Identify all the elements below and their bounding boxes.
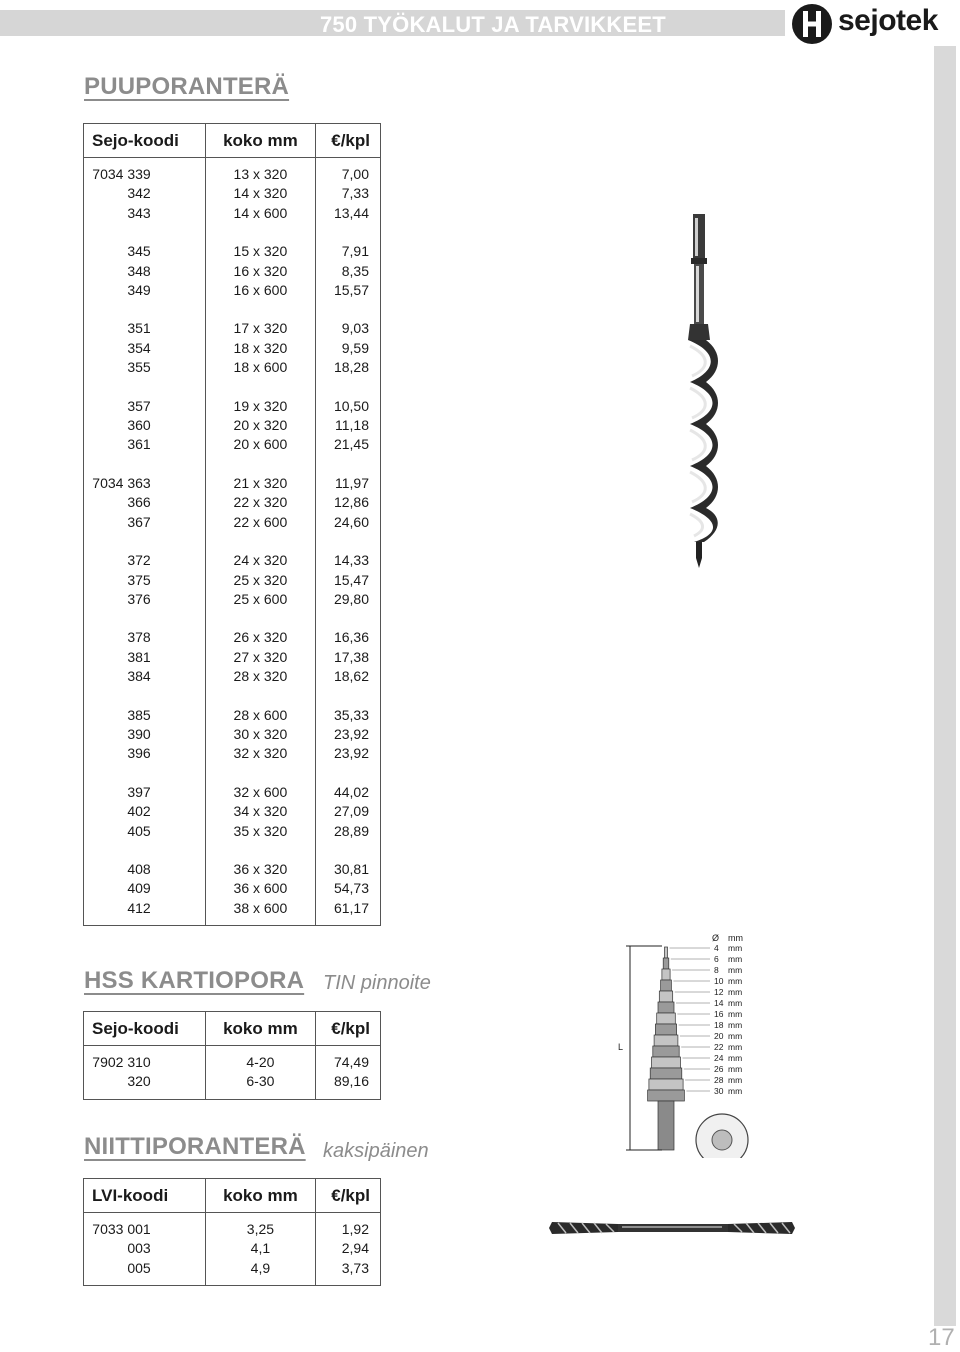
table-row xyxy=(84,571,381,590)
cell-code: 7033 001 xyxy=(84,1220,206,1239)
cell-code: 375 xyxy=(84,571,206,590)
cell-price: 13,44 xyxy=(316,204,381,223)
table-row xyxy=(84,184,381,203)
logo-mark-icon xyxy=(790,2,834,46)
cell-code: 402 xyxy=(84,802,206,821)
step-size-unit: mm xyxy=(728,1009,743,1019)
table-row xyxy=(84,416,381,435)
cell-size: 28 x 320 xyxy=(205,667,315,686)
cell-size: 18 x 600 xyxy=(205,358,315,377)
cell-size: 32 x 320 xyxy=(205,744,315,763)
cell-price: 9,03 xyxy=(316,319,381,338)
table-row xyxy=(84,513,381,532)
step-size-label: 12 xyxy=(714,987,724,997)
figure-diameter-header: Ø xyxy=(712,933,720,943)
section-title-hss: HSS KARTIOPORA xyxy=(84,967,305,994)
step-size-unit: mm xyxy=(728,1042,743,1052)
step-drill-figure xyxy=(600,930,770,1158)
table-row xyxy=(84,725,381,744)
page-header-title: 750 TYÖKALUT JA TARVIKKEET xyxy=(320,12,666,37)
cell-price: 11,97 xyxy=(316,474,381,493)
cell-price: 16,36 xyxy=(316,628,381,647)
cell-price: 15,47 xyxy=(316,571,381,590)
cell-size: 14 x 320 xyxy=(205,184,315,203)
cell-code: 405 xyxy=(84,822,206,841)
table-row xyxy=(84,590,381,609)
table-row xyxy=(84,860,381,879)
drill-step xyxy=(665,947,668,958)
cell-code: 7034 363 xyxy=(84,474,206,493)
cell-price: 30,81 xyxy=(316,860,381,879)
cell-code: 412 xyxy=(84,899,206,918)
figure-unit-header: mm xyxy=(728,933,743,943)
step-size-label: 14 xyxy=(714,998,724,1008)
step-size-unit: mm xyxy=(728,1064,743,1074)
cell-price: 14,33 xyxy=(316,551,381,570)
column-header-price: €/kpl xyxy=(316,1179,381,1213)
cell-code: 408 xyxy=(84,860,206,879)
cell-code: 7902 310 xyxy=(84,1053,206,1072)
logo-wordmark: sejotek xyxy=(838,4,938,37)
cell-size: 18 x 320 xyxy=(205,339,315,358)
drill-step xyxy=(658,1002,674,1013)
cell-code: 003 xyxy=(84,1239,206,1258)
table-row xyxy=(84,879,381,898)
cell-code: 357 xyxy=(84,397,206,416)
table-row xyxy=(84,1220,381,1239)
drill-step xyxy=(662,969,670,980)
column-header-code: Sejo-koodi xyxy=(84,1012,206,1046)
table-row xyxy=(84,551,381,570)
table-row xyxy=(84,262,381,281)
cell-code: 396 xyxy=(84,744,206,763)
table-row xyxy=(84,706,381,725)
cell-price: 54,73 xyxy=(316,879,381,898)
cell-size: 38 x 600 xyxy=(205,899,315,918)
column-header-code: LVI-koodi xyxy=(84,1179,206,1213)
table-row xyxy=(84,397,381,416)
price-table-niitti xyxy=(83,1178,381,1286)
table-row xyxy=(84,899,381,918)
table-row xyxy=(84,1053,381,1072)
cell-price: 7,33 xyxy=(316,184,381,203)
drill-step xyxy=(652,1057,681,1068)
cell-code: 376 xyxy=(84,590,206,609)
cell-price: 12,86 xyxy=(316,493,381,512)
cell-price: 23,92 xyxy=(316,725,381,744)
cell-size: 3,25 xyxy=(205,1220,315,1239)
step-size-label: 10 xyxy=(714,976,724,986)
section-subtitle-niitti: kaksipäinen xyxy=(323,1140,429,1162)
table-row xyxy=(84,802,381,821)
table-row xyxy=(84,744,381,763)
drill-step xyxy=(654,1035,678,1046)
cell-price: 17,38 xyxy=(316,648,381,667)
cell-size: 16 x 320 xyxy=(205,262,315,281)
step-size-label: 20 xyxy=(714,1031,724,1041)
cell-price: 11,18 xyxy=(316,416,381,435)
drill-step xyxy=(661,980,672,991)
table-row xyxy=(84,783,381,802)
drill-step xyxy=(648,1090,685,1101)
step-size-labels xyxy=(714,943,742,1096)
cell-code: 348 xyxy=(84,262,206,281)
drill-step xyxy=(657,1013,676,1024)
cell-size: 25 x 320 xyxy=(205,571,315,590)
column-header-size: koko mm xyxy=(205,1179,315,1213)
cell-price: 35,33 xyxy=(316,706,381,725)
cell-price: 15,57 xyxy=(316,281,381,300)
table-row xyxy=(84,339,381,358)
table-row xyxy=(84,667,381,686)
step-size-label: 22 xyxy=(714,1042,724,1052)
cell-size: 32 x 600 xyxy=(205,783,315,802)
cell-code: 366 xyxy=(84,493,206,512)
cell-size: 26 x 320 xyxy=(205,628,315,647)
cell-code: 351 xyxy=(84,319,206,338)
cell-size: 20 x 320 xyxy=(205,416,315,435)
cell-size: 15 x 320 xyxy=(205,242,315,261)
cell-code: 384 xyxy=(84,667,206,686)
figure-length-label: L xyxy=(618,1042,624,1052)
cell-size: 22 x 320 xyxy=(205,493,315,512)
table-row xyxy=(84,204,381,223)
table-row xyxy=(84,165,381,184)
cell-size: 14 x 600 xyxy=(205,204,315,223)
sejotek-logo xyxy=(790,2,960,46)
cell-price: 28,89 xyxy=(316,822,381,841)
drill-step xyxy=(663,958,669,969)
cell-code: 367 xyxy=(84,513,206,532)
table-row xyxy=(84,628,381,647)
cell-code: 354 xyxy=(84,339,206,358)
cell-price: 24,60 xyxy=(316,513,381,532)
price-table-hss xyxy=(83,1011,381,1100)
table-row xyxy=(84,474,381,493)
drill-step xyxy=(655,1024,676,1035)
step-size-unit: mm xyxy=(728,1086,743,1096)
drill-step xyxy=(659,991,672,1002)
cell-price: 2,94 xyxy=(316,1239,381,1258)
cell-size: 25 x 600 xyxy=(205,590,315,609)
step-size-unit: mm xyxy=(728,943,743,953)
page-number: 17 xyxy=(928,1324,955,1351)
step-size-unit: mm xyxy=(728,954,743,964)
cell-size: 24 x 320 xyxy=(205,551,315,570)
section-title-puupora: PUUPORANTERÄ xyxy=(84,73,290,100)
cell-size: 19 x 320 xyxy=(205,397,315,416)
cell-size: 4-20 xyxy=(205,1053,315,1072)
table-row xyxy=(84,1072,381,1091)
cell-size: 22 x 600 xyxy=(205,513,315,532)
table-row xyxy=(84,358,381,377)
cell-code: 381 xyxy=(84,648,206,667)
page-edge-stripe xyxy=(934,46,956,1326)
step-size-unit: mm xyxy=(728,976,743,986)
step-size-unit: mm xyxy=(728,965,743,975)
cell-code: 345 xyxy=(84,242,206,261)
cell-price: 27,09 xyxy=(316,802,381,821)
cell-size: 17 x 320 xyxy=(205,319,315,338)
cell-code: 7034 339 xyxy=(84,165,206,184)
section-subtitle-hss: TIN pinnoite xyxy=(323,972,431,994)
auger-drill-bit-image xyxy=(660,212,740,572)
step-size-unit: mm xyxy=(728,1020,743,1030)
step-size-label: 16 xyxy=(714,1009,724,1019)
cell-code: 390 xyxy=(84,725,206,744)
table-row xyxy=(84,242,381,261)
step-size-label: 30 xyxy=(714,1086,724,1096)
cell-size: 4,9 xyxy=(205,1259,315,1278)
cell-price: 3,73 xyxy=(316,1259,381,1278)
cell-price: 9,59 xyxy=(316,339,381,358)
double-ended-drill-image xyxy=(548,1212,796,1242)
cell-code: 397 xyxy=(84,783,206,802)
cell-size: 34 x 320 xyxy=(205,802,315,821)
cell-price: 1,92 xyxy=(316,1220,381,1239)
cell-code: 360 xyxy=(84,416,206,435)
drill-step xyxy=(650,1068,682,1079)
column-header-size: koko mm xyxy=(205,1012,315,1046)
cell-code: 342 xyxy=(84,184,206,203)
step-size-unit: mm xyxy=(728,998,743,1008)
column-header-price: €/kpl xyxy=(316,124,381,158)
cell-size: 4,1 xyxy=(205,1239,315,1258)
column-header-code: Sejo-koodi xyxy=(84,124,206,158)
cell-price: 23,92 xyxy=(316,744,381,763)
cell-code: 409 xyxy=(84,879,206,898)
cell-price: 21,45 xyxy=(316,435,381,454)
cell-code: 385 xyxy=(84,706,206,725)
cell-code: 343 xyxy=(84,204,206,223)
step-size-label: 18 xyxy=(714,1020,724,1030)
cell-code: 320 xyxy=(84,1072,206,1091)
cell-price: 7,91 xyxy=(316,242,381,261)
cell-price: 89,16 xyxy=(316,1072,381,1091)
cell-size: 28 x 600 xyxy=(205,706,315,725)
step-size-label: 28 xyxy=(714,1075,724,1085)
table-row xyxy=(84,435,381,454)
cell-size: 16 x 600 xyxy=(205,281,315,300)
cell-price: 61,17 xyxy=(316,899,381,918)
step-size-label: 8 xyxy=(714,965,719,975)
step-size-label: 6 xyxy=(714,954,719,964)
cell-size: 13 x 320 xyxy=(205,165,315,184)
cell-code: 361 xyxy=(84,435,206,454)
step-size-label: 26 xyxy=(714,1064,724,1074)
cell-size: 21 x 320 xyxy=(205,474,315,493)
drill-shank xyxy=(658,1101,674,1150)
cell-price: 18,62 xyxy=(316,667,381,686)
drill-step xyxy=(649,1079,683,1090)
table-row xyxy=(84,493,381,512)
table-row xyxy=(84,1259,381,1278)
step-size-unit: mm xyxy=(728,987,743,997)
cell-price: 29,80 xyxy=(316,590,381,609)
cell-size: 30 x 320 xyxy=(205,725,315,744)
cell-price: 10,50 xyxy=(316,397,381,416)
cell-size: 36 x 320 xyxy=(205,860,315,879)
cell-size: 6-30 xyxy=(205,1072,315,1091)
cell-code: 372 xyxy=(84,551,206,570)
table-row xyxy=(84,1239,381,1258)
cell-price: 8,35 xyxy=(316,262,381,281)
cell-size: 27 x 320 xyxy=(205,648,315,667)
section-title-niitti: NIITTIPORANTERÄ xyxy=(84,1133,306,1160)
cell-code: 005 xyxy=(84,1259,206,1278)
cell-size: 20 x 600 xyxy=(205,435,315,454)
step-size-label: 4 xyxy=(714,943,719,953)
cell-size: 36 x 600 xyxy=(205,879,315,898)
cell-size: 35 x 320 xyxy=(205,822,315,841)
table-row xyxy=(84,319,381,338)
cell-price: 74,49 xyxy=(316,1053,381,1072)
drill-shank-section xyxy=(712,1130,732,1150)
table-row xyxy=(84,281,381,300)
drill-step xyxy=(653,1046,679,1057)
table-row xyxy=(84,648,381,667)
step-size-unit: mm xyxy=(728,1031,743,1041)
step-size-unit: mm xyxy=(728,1053,743,1063)
cell-price: 18,28 xyxy=(316,358,381,377)
step-size-unit: mm xyxy=(728,1075,743,1085)
table-row xyxy=(84,822,381,841)
cell-code: 349 xyxy=(84,281,206,300)
cell-code: 355 xyxy=(84,358,206,377)
price-table-puupora xyxy=(83,123,381,926)
step-size-label: 24 xyxy=(714,1053,724,1063)
cell-price: 44,02 xyxy=(316,783,381,802)
cell-price: 7,00 xyxy=(316,165,381,184)
column-header-size: koko mm xyxy=(205,124,315,158)
column-header-price: €/kpl xyxy=(316,1012,381,1046)
cell-code: 378 xyxy=(84,628,206,647)
